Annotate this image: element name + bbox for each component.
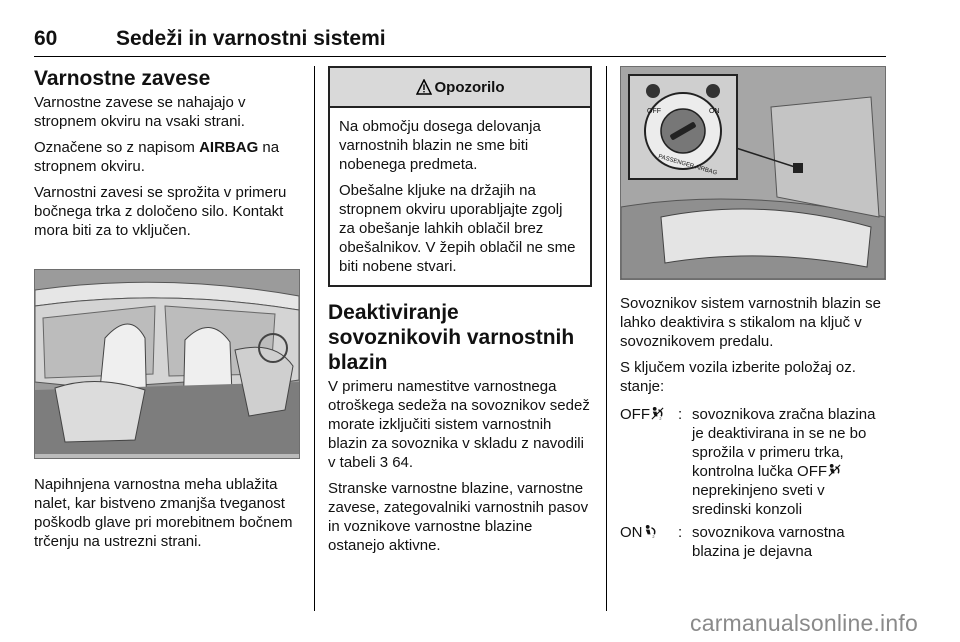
svg-text:2: 2 <box>651 535 654 539</box>
switch-off-label: OFF <box>647 108 661 115</box>
p1-text-after: 64. <box>388 454 414 471</box>
header-rule <box>34 56 886 57</box>
left-column <box>34 66 300 558</box>
watermark: carmanualsonline.info <box>690 610 918 636</box>
passenger-airbag-switch-illustration <box>620 66 886 280</box>
page-reference-arrow-icon: 3 <box>379 454 389 471</box>
column-divider-right <box>606 66 607 611</box>
warning-paragraph-2: Obešalne kljuke na držajih na stropnem okviru uporabljajte zgolj za obešanje lahkih oblačil brez obešalnikov. V žepih oblačil ne sme biti nobene stvari. <box>339 182 576 275</box>
switch-location-marker <box>793 163 803 173</box>
warning-body <box>330 108 590 285</box>
switch-paragraph-2: S ključem vozila izberite položaj oz. stanje: <box>620 359 856 395</box>
glovebox-key-switch-drawing <box>621 67 885 279</box>
state-desc-off-b: neprekinjeno sveti v sredinski konzoli <box>692 482 825 518</box>
chapter-title: Sedeži in varnostni sistemi <box>116 27 386 50</box>
warning-header <box>330 68 590 108</box>
state-row-off <box>620 405 886 519</box>
p2-text-after: na stropnem okviru. <box>34 139 280 175</box>
p1-text-before: V primeru namestitve varnostnega otroškega sedeža na sovoznikov sedež morate izključiti sistem varnostnih blazin za sovoznika v skladu z navodili v tabeli <box>328 378 590 471</box>
deactivation-paragraph-2: Stranske varnostne blazine, varnostne zavese, zategovalniki varnostnih pasov in voznikove varnostne blazine ostanejo aktivne. <box>328 480 589 554</box>
section-title-curtains: Varnostne zavese <box>34 67 211 90</box>
curtains-paragraph-2 <box>34 138 300 176</box>
section-title-deactivation: Deaktiviranje sovoznikovih varnostnih blazin <box>328 301 575 374</box>
middle-column <box>328 66 592 562</box>
p2-text-before: Označene so z napisom <box>34 139 200 156</box>
warning-title: Opozorilo <box>434 78 505 96</box>
state-desc-off <box>692 405 886 519</box>
curtains-paragraph-3: Varnostni zavesi se sprožita v primeru bočnega trka z določeno silo. Kontakt mora biti za to vključen. <box>34 184 287 239</box>
state-colon-on: : <box>678 524 683 541</box>
state-colon-off: : <box>678 406 683 423</box>
airbag-off-indicator-icon <box>827 463 842 478</box>
state-row-on <box>620 523 886 561</box>
column-divider-left <box>314 66 315 611</box>
warning-triangle-icon <box>416 79 432 95</box>
state-key-on <box>620 523 678 561</box>
state-key-on-text: ON <box>620 524 643 541</box>
state-key-off-text: OFF <box>620 406 650 423</box>
deactivation-paragraph-1 <box>328 377 592 472</box>
car-interior-drawing <box>35 270 299 458</box>
curtain-airbag-illustration <box>34 269 300 459</box>
state-desc-on-a: sovoznikova varnostna blazina je dejavna <box>692 524 845 560</box>
right-column <box>620 66 886 565</box>
curtains-paragraph-1: Varnostne zavese se nahajajo v stropnem okviru na vsaki strani. <box>34 94 246 130</box>
state-key-off <box>620 405 678 519</box>
state-desc-off-a: sovoznikova zračna blazina je deaktivirana in se ne bo sprožila v primeru trka, kontrolna lučka OFF <box>692 406 876 480</box>
switch-on-label: ON <box>709 108 720 115</box>
svg-text:2: 2 <box>659 417 662 421</box>
warning-box <box>328 66 592 287</box>
switch-ring-label: PASSENGER AIRBAG <box>657 153 718 177</box>
warning-paragraph-1: Na območju dosega delovanja varnostnih blazin ne sme biti nobenega predmeta. <box>339 118 541 173</box>
airbag-off-icon <box>650 406 665 421</box>
airbag-on-icon <box>643 524 658 539</box>
page-number: 60 <box>34 27 58 50</box>
state-desc-on <box>692 523 886 561</box>
airbag-label: AIRBAG <box>199 139 259 156</box>
switch-paragraph-1: Sovoznikov sistem varnostnih blazin se lahko deaktivira s stikalom na ključ v sovoznikovem predalu. <box>620 295 881 350</box>
curtains-caption: Napihnjena varnostna meha ublažita nalet, kar bistveno zmanjša tveganost poškodb glave pri morebitnem bočnem trčenju na ustrezni strani. <box>34 476 293 550</box>
